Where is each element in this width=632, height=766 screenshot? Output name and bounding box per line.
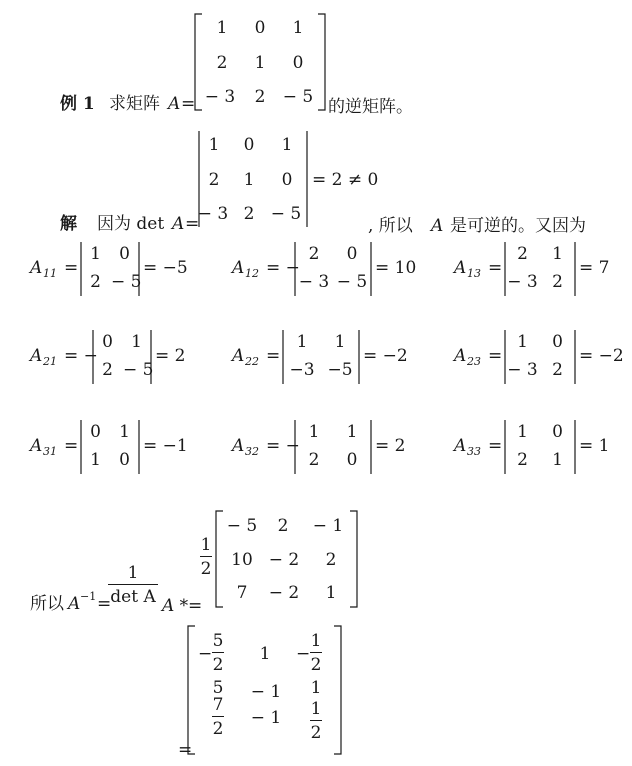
det-cell: 1 [281, 135, 293, 155]
final-r3c1-den: 2 [212, 719, 224, 739]
cofactor-subscript: 21 [43, 355, 57, 368]
cofactor-bar-right [358, 330, 360, 384]
cofactor-bar-right [138, 420, 140, 474]
det-cell: − 5 [270, 204, 302, 224]
solution-text3: 是可逆的。又因为 [450, 216, 586, 236]
adj-cell: − 2 [268, 550, 300, 570]
example-prompt: 求矩阵 [109, 94, 160, 114]
cofactor-name: A [30, 436, 43, 456]
cofactor-cell: − 3 [507, 360, 538, 380]
adjugate-symbol: A * [162, 596, 189, 616]
cofactor-subscript: 33 [467, 445, 481, 458]
cofactor-cell: − 5 [123, 360, 154, 380]
cofactor-result: = 10 [375, 258, 417, 278]
det-cell: − 3 [197, 204, 229, 224]
example-var: A [168, 94, 181, 114]
cofactor-name: A [454, 436, 467, 456]
final-r2c3: 1 [310, 678, 322, 698]
frac-denominator: det A [110, 587, 156, 607]
final-bracket-right [334, 626, 342, 754]
adj-cell: − 1 [312, 516, 344, 536]
cofactor-bar-right [370, 420, 372, 474]
final-r1c1-bar [212, 652, 224, 653]
solution-label: 解 [60, 214, 77, 234]
inverse-eq: = [97, 594, 112, 614]
cofactor-cell: 1 [308, 422, 320, 442]
cofactor-sign: = [64, 258, 79, 278]
final-r1c1-den: 2 [212, 655, 224, 675]
matrix-a-bracket-right [318, 14, 326, 110]
matrix-a-cell: 1 [216, 18, 228, 38]
final-r1c3-den: 2 [310, 655, 322, 675]
det-cell: 2 [243, 204, 255, 224]
example-suffix: 的逆矩阵。 [328, 97, 413, 117]
matrix-a-cell: 0 [254, 18, 266, 38]
cofactor-sign: = [488, 346, 503, 366]
final-r3c1-num: 7 [212, 695, 224, 715]
final-r1c2: 1 [259, 644, 271, 664]
cofactor-sign: = − [266, 436, 300, 456]
cofactor-cell: 0 [119, 244, 130, 264]
cofactor-subscript: 12 [245, 267, 259, 280]
matrix-a-cell: − 5 [282, 87, 314, 107]
cofactor-cell: 1 [296, 332, 308, 352]
matrix-a-cell: 2 [216, 53, 228, 73]
cofactor-subscript: 11 [43, 267, 57, 280]
cofactor-cell: 0 [346, 450, 358, 470]
det-cell: 1 [243, 170, 255, 190]
cofactor-cell: − 3 [507, 272, 538, 292]
matrix-a-cell: 1 [254, 53, 266, 73]
cofactor-result: = −1 [143, 436, 188, 456]
adj-cell: 2 [325, 550, 337, 570]
cofactor-bar-right [574, 330, 576, 384]
cofactor-result: = −5 [143, 258, 188, 278]
cofactor-name: A [232, 436, 245, 456]
frac-bar [108, 584, 158, 585]
adj-cell: − 5 [226, 516, 258, 536]
cofactor-result: = −2 [363, 346, 408, 366]
cofactor-name: A [232, 258, 245, 278]
cofactor-cell: 0 [552, 422, 563, 442]
cofactor-cell: 0 [119, 450, 130, 470]
cofactor-name: A [232, 346, 245, 366]
cofactor-cell: −5 [327, 360, 353, 380]
det-cell: 1 [208, 135, 220, 155]
cofactor-subscript: 22 [245, 355, 259, 368]
half-denominator: 2 [200, 559, 212, 579]
solution-eq: = [185, 214, 200, 234]
final-r1c3-num: 1 [310, 631, 322, 651]
cofactor-cell: − 5 [111, 272, 142, 292]
example-label: 例 1 [60, 94, 95, 114]
cofactor-cell: 1 [346, 422, 358, 442]
adj-cell: 1 [325, 583, 337, 603]
cofactor-name: A [30, 258, 43, 278]
final-r1c1-num: 5 [212, 631, 224, 651]
cofactor-sign: = − [266, 258, 300, 278]
cofactor-sign: = [266, 346, 281, 366]
cofactor-cell: − 5 [336, 272, 368, 292]
cofactor-result: = 2 [155, 346, 186, 366]
cofactor-cell: 2 [102, 360, 113, 380]
adj-cell: 7 [236, 583, 248, 603]
cofactor-result: = 7 [579, 258, 610, 278]
cofactor-cell: 2 [308, 450, 320, 470]
cofactor-cell: 1 [552, 450, 563, 470]
final-r1c3-sign: − [296, 644, 311, 664]
example-eq: = [181, 94, 196, 114]
cofactor-cell: − 3 [298, 272, 330, 292]
cofactor-name: A [454, 346, 467, 366]
cofactor-cell: 0 [346, 244, 358, 264]
adj-cell: − 2 [268, 583, 300, 603]
cofactor-cell: 0 [102, 332, 113, 352]
inverse-superscript: −1 [80, 590, 97, 603]
final-eq: = [178, 740, 193, 760]
half-numerator: 1 [200, 535, 212, 555]
det-cell: 0 [281, 170, 293, 190]
cofactor-cell: 1 [119, 422, 130, 442]
inverse-var: A [68, 594, 81, 614]
matrix-a-cell: − 3 [204, 87, 236, 107]
inverse-eq2: = [188, 596, 203, 616]
cofactor-cell: 1 [552, 244, 563, 264]
cofactor-cell: 1 [90, 450, 101, 470]
final-r3c3-den: 2 [310, 723, 322, 743]
final-r1c1-sign: − [198, 644, 213, 664]
det-cell: 0 [243, 135, 255, 155]
final-bracket-left [188, 626, 196, 754]
det-bar-right [306, 131, 308, 227]
half-bar [200, 556, 212, 557]
cofactor-subscript: 32 [245, 445, 259, 458]
final-r2c2: − 1 [250, 682, 282, 702]
cofactor-bar-right [574, 420, 576, 474]
cofactor-cell: 2 [517, 450, 528, 470]
cofactor-cell: 2 [90, 272, 101, 292]
cofactor-cell: 1 [517, 332, 528, 352]
final-r3c3-num: 1 [310, 699, 322, 719]
adj-cell: 10 [231, 550, 253, 570]
cofactor-cell: 1 [90, 244, 101, 264]
cofactor-cell: 2 [517, 244, 528, 264]
cofactor-subscript: 13 [467, 267, 481, 280]
cofactor-result: = 2 [375, 436, 406, 456]
cofactor-bar-right [574, 242, 576, 296]
solution-var2: A [431, 216, 444, 236]
final-r3c3-bar [310, 720, 322, 721]
cofactor-subscript: 31 [43, 445, 57, 458]
adj-bracket-right [350, 511, 358, 607]
final-r3c1-bar [212, 716, 224, 717]
matrix-a-cell: 2 [254, 87, 266, 107]
cofactor-cell: 1 [131, 332, 142, 352]
cofactor-cell: −3 [289, 360, 315, 380]
cofactor-bar-right [370, 242, 372, 296]
cofactor-cell: 1 [334, 332, 346, 352]
cofactor-sign: = [488, 258, 503, 278]
solution-var: A [172, 214, 185, 234]
matrix-a-cell: 0 [292, 53, 304, 73]
matrix-a-bracket-left [195, 14, 203, 110]
cofactor-cell: 1 [517, 422, 528, 442]
solution-text1: 因为 det [97, 214, 165, 234]
cofactor-cell: 0 [552, 332, 563, 352]
final-r3c2: − 1 [250, 708, 282, 728]
cofactor-subscript: 23 [467, 355, 481, 368]
solution-text2: , 所以 [368, 216, 413, 236]
cofactor-sign: = [488, 436, 503, 456]
cofactor-sign: = − [64, 346, 98, 366]
det-result: = 2 ≠ 0 [312, 170, 379, 190]
cofactor-result: = 1 [579, 436, 610, 456]
frac-numerator: 1 [127, 563, 139, 583]
cofactor-cell: 2 [308, 244, 320, 264]
adj-cell: 2 [277, 516, 289, 536]
matrix-a-cell: 1 [292, 18, 304, 38]
cofactor-name: A [454, 258, 467, 278]
inverse-lead: 所以 [30, 594, 64, 614]
cofactor-cell: 0 [90, 422, 101, 442]
cofactor-cell: 2 [552, 272, 563, 292]
final-r1c3-bar [310, 652, 322, 653]
det-cell: 2 [208, 170, 220, 190]
cofactor-sign: = [64, 436, 79, 456]
final-r2c1: 5 [212, 678, 224, 698]
cofactor-cell: 2 [552, 360, 563, 380]
cofactor-result: = −2 [579, 346, 624, 366]
cofactor-name: A [30, 346, 43, 366]
